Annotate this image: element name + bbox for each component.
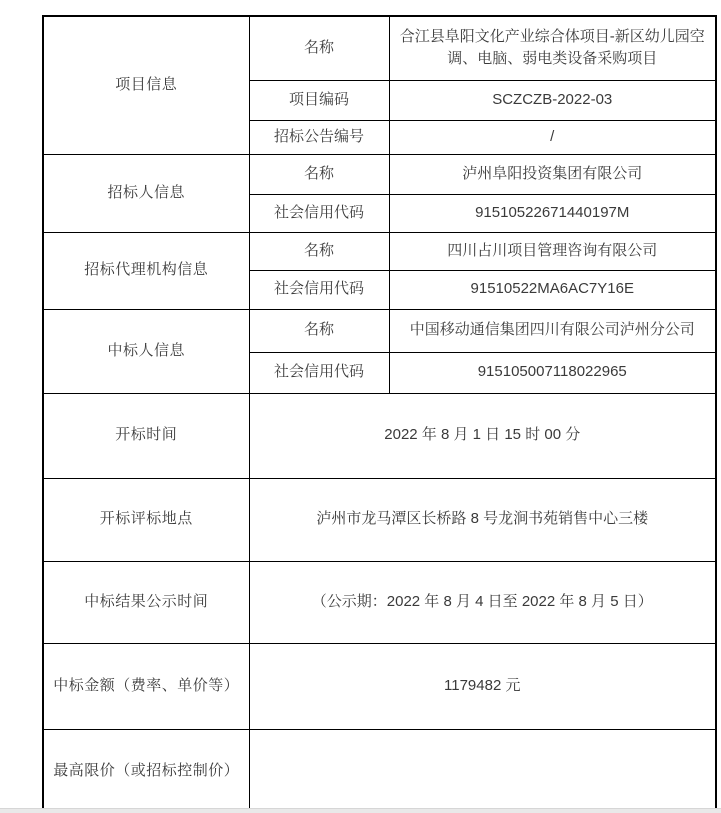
row-label-project-code: 项目编码 — [249, 80, 389, 120]
row-label-winning-amount: 中标金额（费率、单价等） — [43, 643, 249, 729]
row-value-winning-amount: 1179482 元 — [249, 643, 716, 729]
row-label-project-name: 名称 — [249, 16, 389, 80]
row-value-bid-opening-time: 2022 年 8 月 1 日 15 时 00 分 — [249, 393, 716, 478]
table-row — [43, 643, 716, 729]
group-label-agency-info: 招标代理机构信息 — [43, 232, 249, 309]
group-label-project-info: 项目信息 — [43, 16, 249, 154]
window-bottom-edge — [0, 808, 721, 813]
table-row — [43, 154, 716, 194]
table-row — [43, 561, 716, 643]
row-value-agency-credit-code: 91510522MA6AC7Y16E — [389, 270, 716, 309]
row-label-agency-name: 名称 — [249, 232, 389, 270]
row-value-agency-name: 四川占川项目管理咨询有限公司 — [389, 232, 716, 270]
row-value-tenderer-name: 泸州阜阳投资集团有限公司 — [389, 154, 716, 194]
row-value-bid-opening-place: 泸州市龙马潭区长桥路 8 号龙涧书苑销售中心三楼 — [249, 478, 716, 561]
table-row — [43, 478, 716, 561]
row-label-max-price-limit: 最高限价（或招标控制价） — [43, 729, 249, 813]
row-value-announcement-number: / — [389, 120, 716, 154]
group-label-winner-info: 中标人信息 — [43, 309, 249, 393]
row-value-project-code: SCZCZB-2022-03 — [389, 80, 716, 120]
row-label-bid-opening-place: 开标评标地点 — [43, 478, 249, 561]
row-label-tenderer-credit-code: 社会信用代码 — [249, 194, 389, 232]
group-label-tenderer-info: 招标人信息 — [43, 154, 249, 232]
row-label-winner-name: 名称 — [249, 309, 389, 352]
row-label-bid-opening-time: 开标时间 — [43, 393, 249, 478]
row-value-tenderer-credit-code: 91510522671440197M — [389, 194, 716, 232]
row-label-announcement-number: 招标公告编号 — [249, 120, 389, 154]
table-row — [43, 393, 716, 478]
row-label-tenderer-name: 名称 — [249, 154, 389, 194]
row-label-agency-credit-code: 社会信用代码 — [249, 270, 389, 309]
table-row — [43, 232, 716, 270]
row-value-project-name: 合江县阜阳文化产业综合体项目-新区幼儿园空调、电脑、弱电类设备采购项目 — [389, 16, 716, 80]
table-row — [43, 309, 716, 352]
row-label-result-publicity-time: 中标结果公示时间 — [43, 561, 249, 643]
bid-result-table — [42, 15, 717, 813]
table-row — [43, 729, 716, 813]
row-value-winner-credit-code: 915105007118022965 — [389, 352, 716, 393]
table-row — [43, 16, 716, 80]
row-value-result-publicity-time: （公示期：2022 年 8 月 4 日至 2022 年 8 月 5 日） — [249, 561, 716, 643]
row-value-winner-name: 中国移动通信集团四川有限公司泸州分公司 — [389, 309, 716, 352]
row-value-max-price-limit — [249, 729, 716, 813]
row-label-winner-credit-code: 社会信用代码 — [249, 352, 389, 393]
